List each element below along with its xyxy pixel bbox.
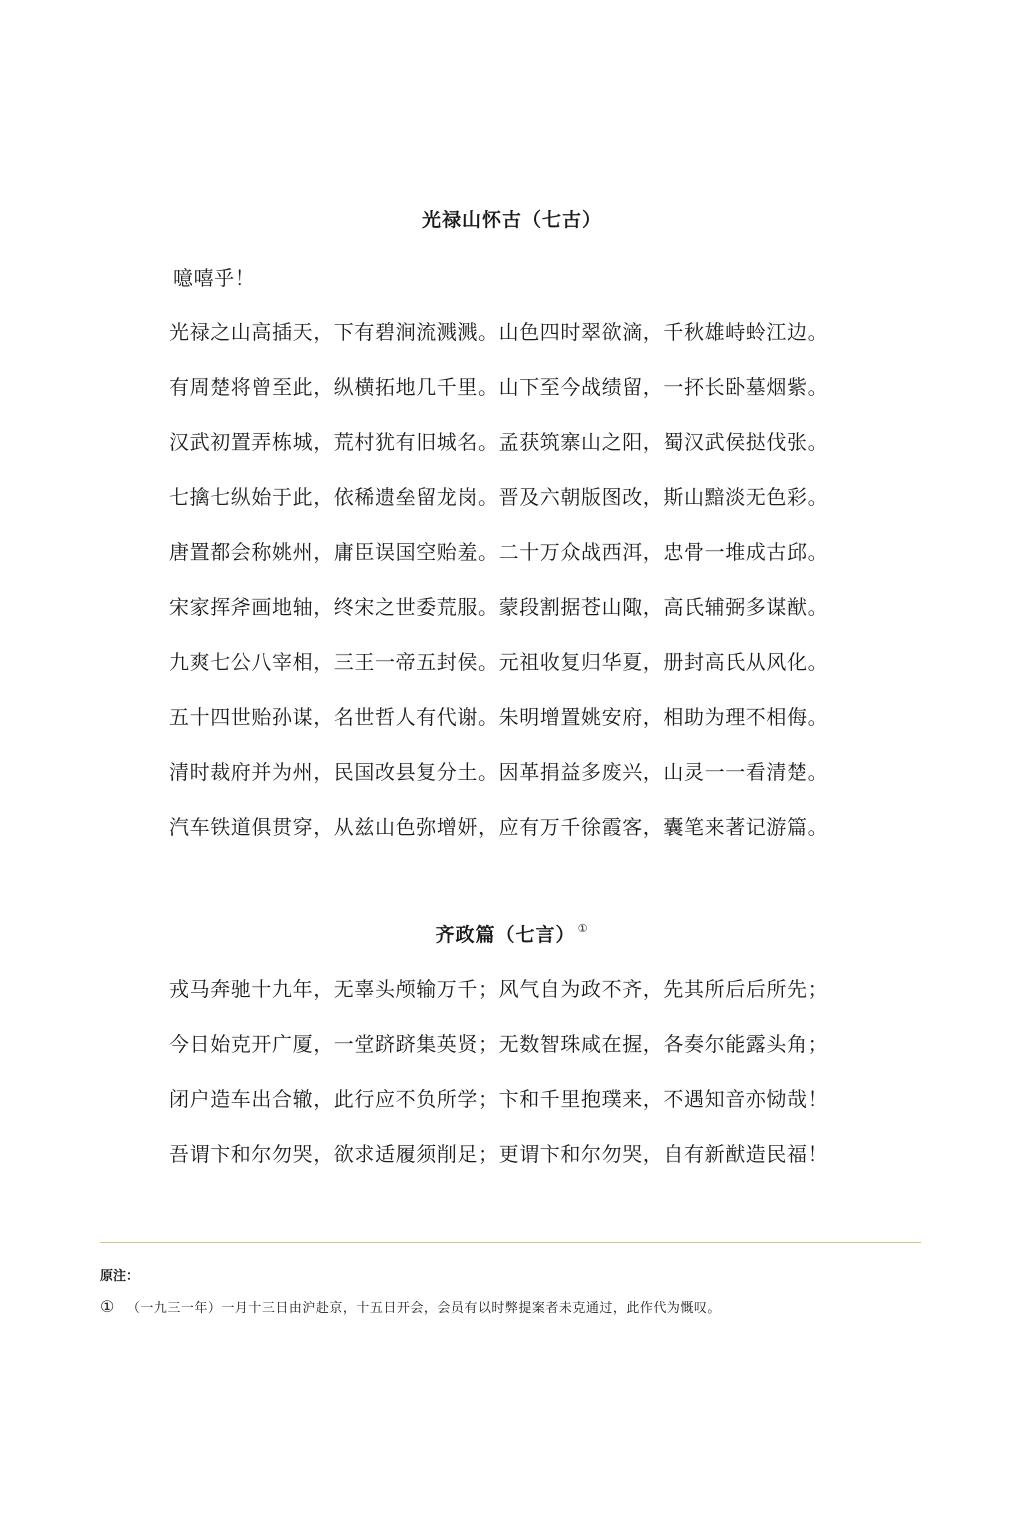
poem-title-2 (0, 920, 1024, 947)
poem-title-1: 光禄山怀古（七古） (421, 209, 602, 231)
poem-line: 唐置都会称姚州，庸臣误国空贻羞。二十万众战西洱，忠骨一堆成古邱。 (169, 540, 829, 564)
poem-line: 宋家挥斧画地轴，终宋之世委荒服。蒙段割据苍山陬，高氏辅弼多谋猷。 (169, 595, 829, 619)
footnote-divider (100, 1242, 921, 1243)
poem-line: 有周楚将曾至此，纵横拓地几千里。山下至今战绩留，一抔长卧墓烟紫。 (169, 375, 829, 399)
footnote-text: （一九三一年）一月十三日由沪赴京，十五日开会，会员有以时弊提案者未克通过，此作代为慨叹。 (126, 1301, 721, 1316)
poem-line: 戎马奔驰十九年，无辜头颅输万千；风气自为政不齐，先其所后后所先； (169, 977, 829, 1001)
notes-label: 原注： (100, 1269, 140, 1284)
poem-line: 闭户造车出合辙，此行应不负所学；卞和千里抱璞来，不遇知音亦恸哉！ (169, 1087, 829, 1111)
footnote-ref[interactable]: ① (577, 922, 589, 935)
footnote-marker: ① (100, 1297, 115, 1316)
poem-line: 清时裁府并为州，民国改县复分土。因革捐益多废兴，山灵一一看清楚。 (169, 760, 829, 784)
poem-line: 汉武初置弄栋城，荒村犹有旧城名。孟获筑寨山之阳，蜀汉武侯挞伐张。 (169, 430, 829, 454)
poem-line: 九爽七公八宰相，三王一帝五封侯。元祖收复归华夏，册封高氏从风化。 (169, 650, 829, 674)
footnote-item (100, 1297, 721, 1316)
poem-interjection: 噫嘻乎！ (173, 266, 256, 290)
poem-line: 七擒七纵始于此，依稀遗垒留龙岗。晋及六朝版图改，斯山黯淡无色彩。 (169, 485, 829, 509)
poem-line: 今日始克开广厦，一堂跻跻集英贤；无数智珠咸在握，各奏尔能露头角； (169, 1032, 829, 1056)
poem-line: 光禄之山高插天，下有碧涧流溅溅。山色四时翠欲滴，千秋雄峙蛉江边。 (169, 320, 829, 344)
poem-title-2-text: 齐政篇（七言） (435, 924, 576, 946)
poem-line: 汽车铁道俱贯穿，从兹山色弥增妍，应有万千徐霞客，囊笔来著记游篇。 (169, 815, 829, 839)
poem-line: 五十四世贻孙谋，名世哲人有代谢。朱明增置姚安府，相助为理不相侮。 (169, 705, 829, 729)
poem-line: 吾谓卞和尔勿哭，欲求适履须削足；更谓卞和尔勿哭，自有新猷造民福！ (169, 1142, 829, 1166)
